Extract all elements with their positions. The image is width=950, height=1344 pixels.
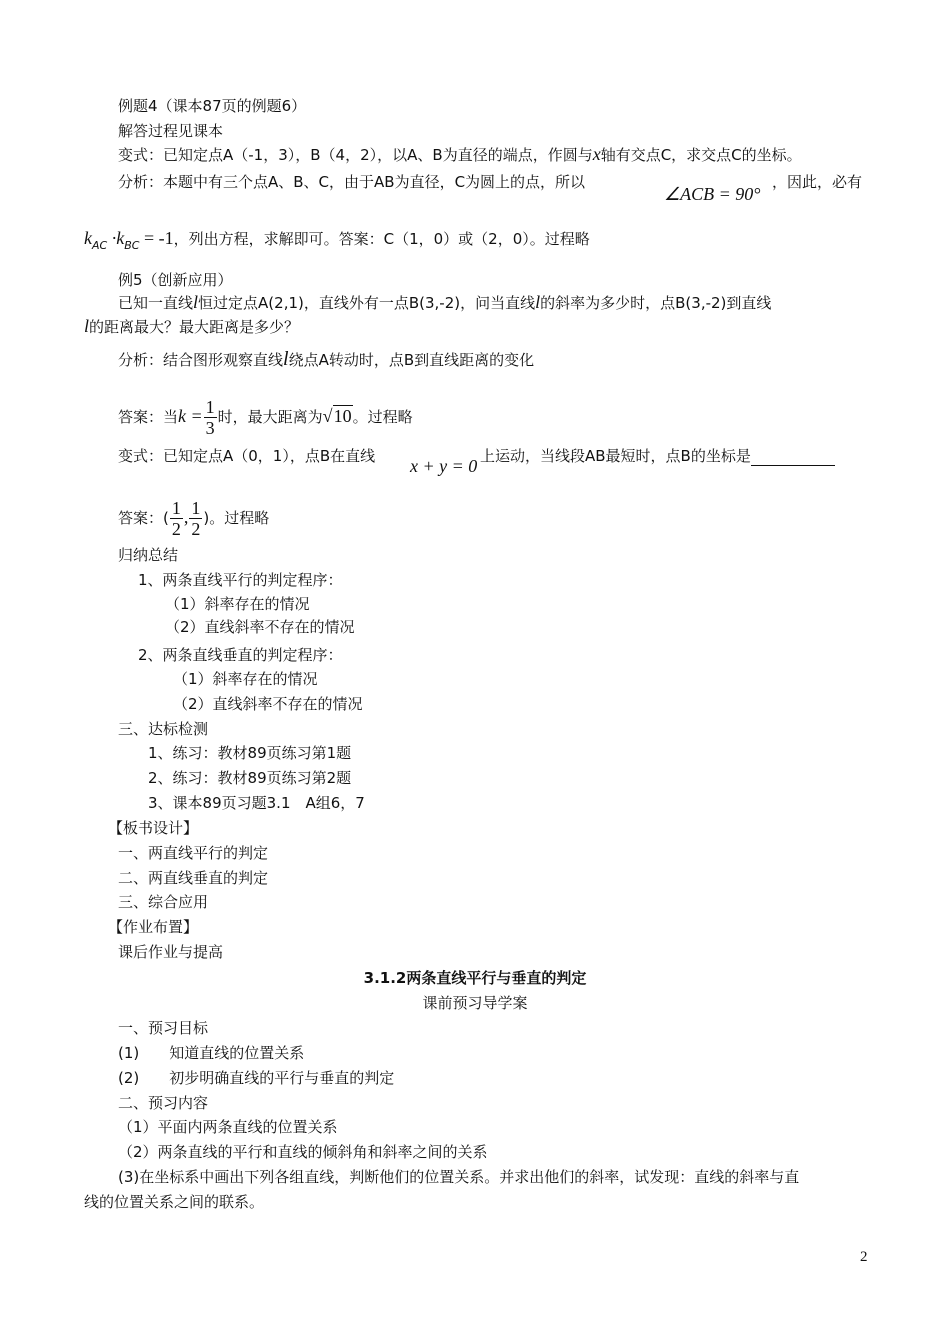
list-item: 3、课本89页习题3.1 A组6，7 xyxy=(148,794,365,812)
text-span: ，列出方程，求解即可。答案：C（1，0）或（2，0）。过程略 xyxy=(173,230,590,248)
comma: , xyxy=(183,507,189,527)
list-item: 1、两条直线平行的判定程序： xyxy=(138,571,343,589)
example5-title: 例5（创新应用） xyxy=(118,271,233,289)
paragraph-line: (3)在坐标系中画出下列各组直线，判断他们的位置关系。并求出他们的斜率，试发现：直线的斜率与直 xyxy=(118,1168,800,1186)
text-span: 绕点A转动时，点B到直线距离的变化 xyxy=(288,351,535,369)
fraction-one-third xyxy=(204,397,217,438)
list-item: （1）斜率存在的情况 xyxy=(173,670,318,688)
list-item: （1）平面内两条直线的位置关系 xyxy=(118,1118,338,1136)
numerator: 1 xyxy=(191,498,201,518)
section-title: 3.1.2两条直线平行与垂直的判定 xyxy=(363,969,587,987)
text-span: ，因此，必有 xyxy=(772,173,863,191)
list-item: （2）两条直线的平行和直线的倾斜角和斜率之间的关系 xyxy=(118,1143,488,1161)
text-line: 课后作业与提高 xyxy=(118,943,224,961)
text-span xyxy=(480,446,835,466)
list-item: 2、两条直线垂直的判定程序： xyxy=(138,646,343,664)
subscript: AC xyxy=(92,239,108,252)
text-span: 分析：结合图形观察直线 xyxy=(118,351,284,369)
section-heading: 二、预习内容 xyxy=(118,1094,209,1112)
math-k: k = xyxy=(178,406,203,426)
text-span: 上运动，当线段AB最短时，点B的坐标是 xyxy=(480,447,751,465)
variant-text xyxy=(118,446,375,466)
variant-text xyxy=(118,144,802,165)
list-item: 一、两直线平行的判定 xyxy=(118,844,269,862)
list-item: （2）直线斜率不存在的情况 xyxy=(165,618,355,636)
angle-acb-formula: ∠ACB = 90° xyxy=(664,184,761,204)
math-eq: = -1 xyxy=(139,228,174,248)
text-span: 答案：( xyxy=(118,509,169,527)
analysis-text xyxy=(118,349,534,370)
section-heading: 【板书设计】 xyxy=(108,819,199,837)
section-subtitle: 课前预习导学案 xyxy=(422,994,528,1012)
answer-line xyxy=(118,495,269,540)
text-line: 解答过程见课本 xyxy=(118,122,224,140)
paragraph-line: 线的位置关系之间的联系。 xyxy=(84,1193,265,1211)
math-l: l xyxy=(535,292,541,312)
math-k: ·k xyxy=(107,228,125,248)
radical-sign: √ xyxy=(322,406,333,426)
math-x: x xyxy=(592,144,601,164)
fraction-one-half xyxy=(189,498,202,539)
math-l: l xyxy=(84,316,90,336)
numerator: 1 xyxy=(171,498,181,518)
denominator: 3 xyxy=(205,418,215,438)
text-span: 的距离最大？最大距离是多少？ xyxy=(89,318,300,336)
sqrt-10 xyxy=(323,394,353,438)
denominator: 2 xyxy=(191,519,201,539)
analysis-text xyxy=(118,172,585,192)
radicand: 10 xyxy=(333,406,352,426)
summary-heading: 归纳总结 xyxy=(118,546,179,564)
text-span: 轴有交点C，求交点C的坐标。 xyxy=(600,146,802,164)
list-item: 二、两直线垂直的判定 xyxy=(118,869,269,887)
text-span: 分析：本题中有三个点A、B、C，由于AB为直径，C为圆上的点，所以 xyxy=(118,173,586,191)
list-item: （2）直线斜率不存在的情况 xyxy=(173,695,363,713)
fraction-one-half xyxy=(170,498,183,539)
math-l: l xyxy=(193,292,199,312)
section-heading: 三、达标检测 xyxy=(118,720,209,738)
math-k: k xyxy=(84,228,92,248)
list-item: (1) 知道直线的位置关系 xyxy=(118,1044,305,1062)
text-span: 变式：已知定点A（0，1），点B在直线 xyxy=(118,447,376,465)
text-span: 时，最大距离为 xyxy=(217,408,323,426)
text-span: 。过程略 xyxy=(352,408,413,426)
text-span: 答案：当 xyxy=(118,408,179,426)
subscript: BC xyxy=(124,239,140,252)
denominator: 2 xyxy=(171,519,181,539)
numerator: 1 xyxy=(205,397,215,417)
example4-title: 例题4（课本87页的例题6） xyxy=(118,97,307,115)
text-span: 的斜率为多少时，点B(3,-2)到直线 xyxy=(540,294,772,312)
text-span: 恒过定点A(2,1)，直线外有一点B(3,-2)，问当直线 xyxy=(198,294,536,312)
section-heading: 一、预习目标 xyxy=(118,1019,209,1037)
problem-text xyxy=(84,316,299,337)
page-number: 2 xyxy=(860,1249,868,1265)
answer-line xyxy=(118,394,413,439)
math-l: l xyxy=(283,348,289,370)
text-span: 变式：已知定点A（-1，3），B（4，2），以A、B为直径的端点，作圆与 xyxy=(118,146,593,164)
line-equation: x + y = 0 xyxy=(410,456,478,476)
text-span: )。过程略 xyxy=(203,509,270,527)
section-heading: 【作业布置】 xyxy=(108,918,199,936)
list-item: 1、练习：教材89页练习第1题 xyxy=(148,744,352,762)
text-span: 已知一直线 xyxy=(118,294,194,312)
list-item: 2、练习：教材89页练习第2题 xyxy=(148,769,352,787)
list-item: （1）斜率存在的情况 xyxy=(165,595,310,613)
list-item: (2) 初步明确直线的平行与垂直的判定 xyxy=(118,1069,395,1087)
answer-blank xyxy=(751,451,835,466)
slope-product-line xyxy=(84,228,590,256)
problem-text xyxy=(118,292,771,313)
list-item: 三、综合应用 xyxy=(118,893,209,911)
